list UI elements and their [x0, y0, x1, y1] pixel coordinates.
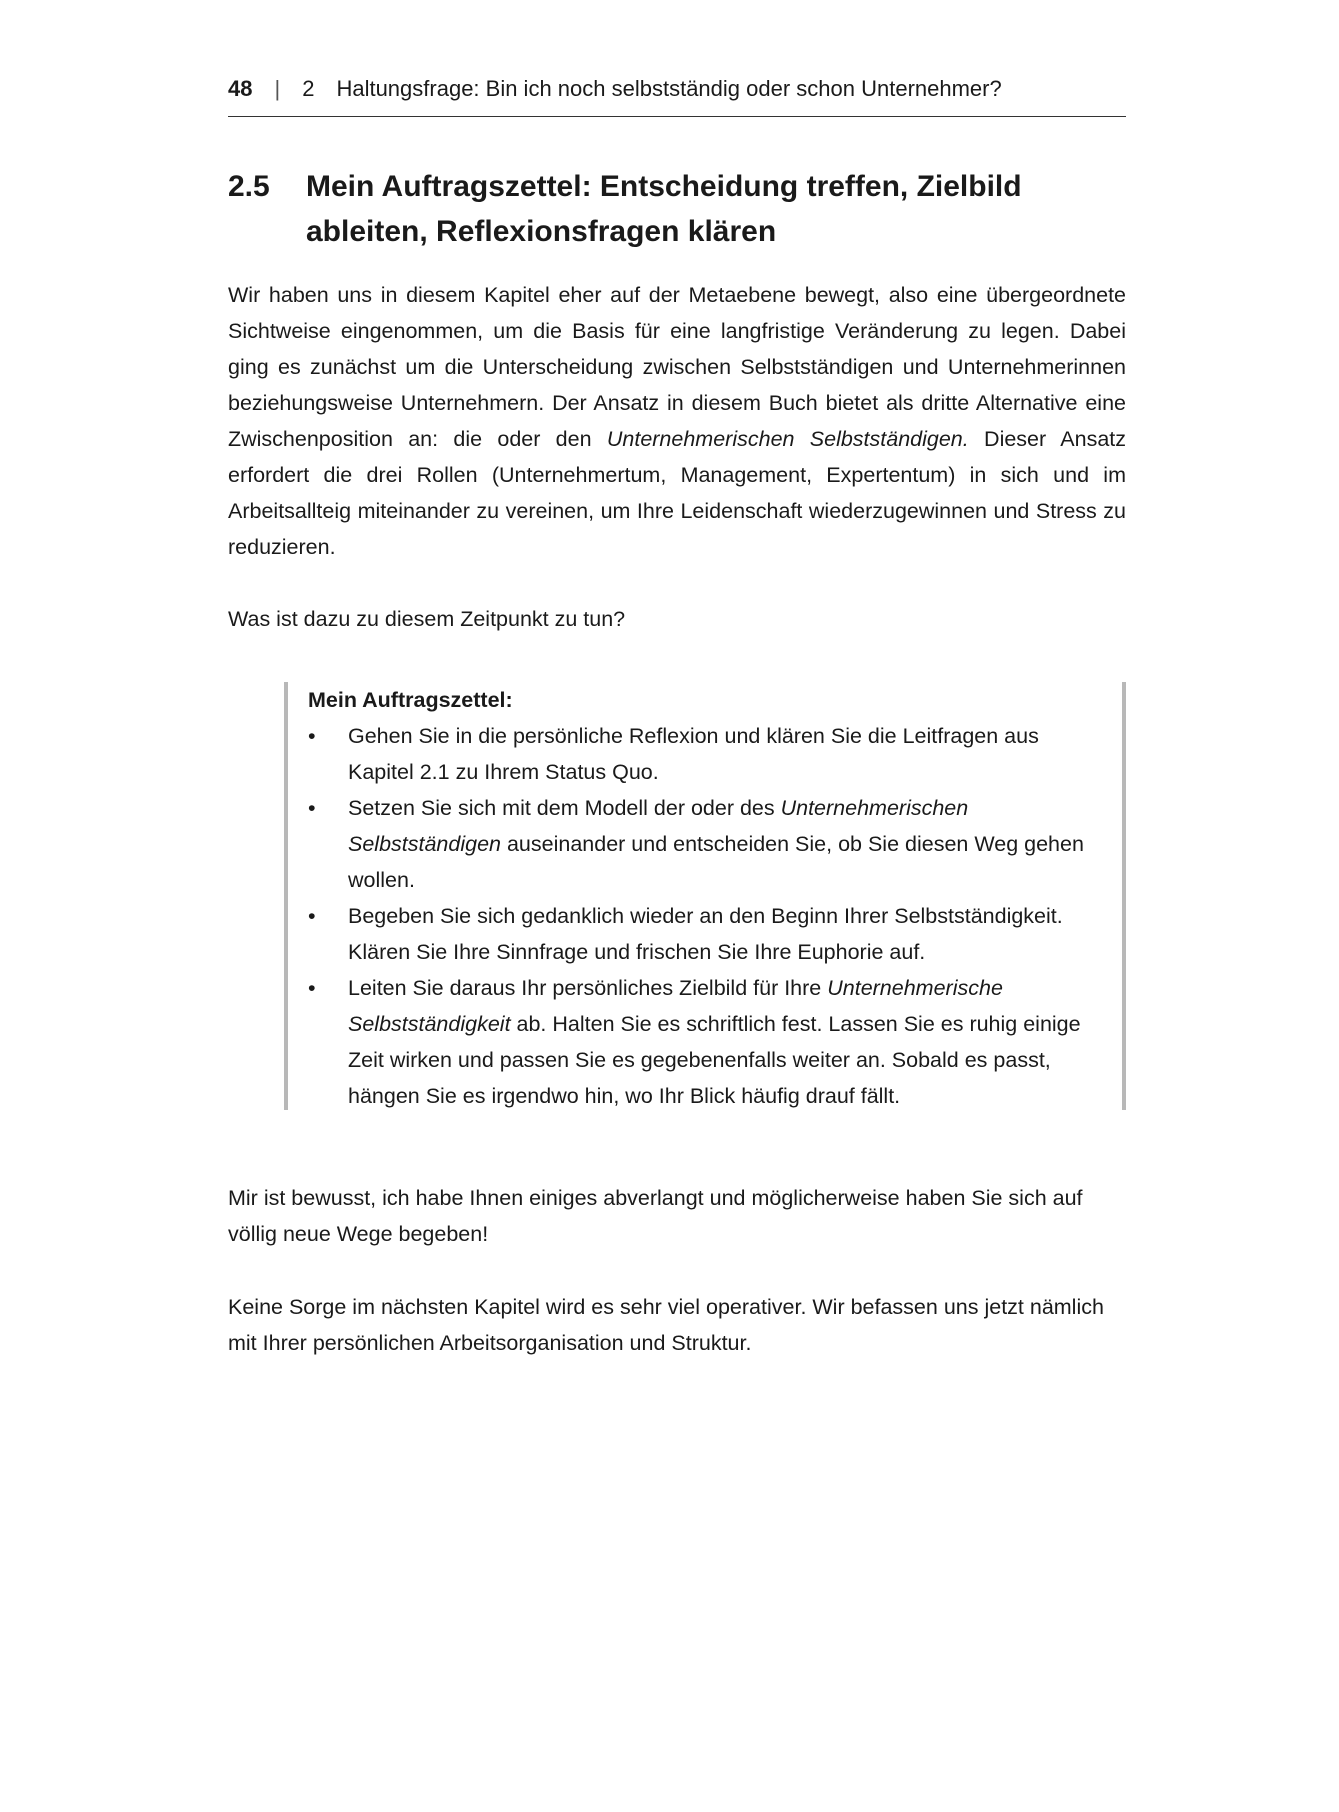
bullet-icon: •: [308, 904, 316, 928]
section-heading: [228, 164, 1126, 254]
bullet-icon: •: [308, 976, 316, 1000]
bullet-icon: •: [308, 796, 316, 820]
section-number: 2.5: [228, 170, 270, 203]
header-divider: |: [274, 76, 281, 101]
chapter-number: 2: [302, 76, 315, 101]
task-item-2: [308, 790, 1110, 898]
closing-paragraph-1: Mir ist bewusst, ich habe Ihnen einiges abverlangt und möglicherweise haben Sie sich auf völlig neue Wege begeben!: [228, 1186, 1083, 1246]
question-line: Was ist dazu zu diesem Zeitpunkt zu tun?: [228, 607, 626, 631]
task-item-text-end: ab. Halten Sie es schriftlich fest. Lassen Sie es ruhig einige Zeit wirken und passen Sie es gegebenenfalls weiter an. Sobald es passt, hängen Sie es irgendwo hin, wo Ihr Blick häufig drauf fällt.: [348, 1012, 1081, 1108]
bullet-icon: •: [308, 724, 316, 748]
task-item-1: [308, 718, 1110, 790]
task-item-text: Setzen Sie sich mit dem Modell der oder des: [348, 796, 781, 820]
closing-paragraph-2: Keine Sorge im nächsten Kapitel wird es sehr viel operativer. Wir befassen uns jetzt nämlich mit Ihrer persönlichen Arbeitsorganisation und Struktur.: [228, 1295, 1104, 1355]
task-item-text: Leiten Sie daraus Ihr persönliches Zielbild für Ihre: [348, 976, 828, 1000]
chapter-title: Haltungsfrage: Bin ich noch selbstständig oder schon Unternehmer?: [336, 76, 1002, 101]
task-item-emphasis: Unternehmerische Selbstständigkeit: [348, 976, 1003, 1036]
task-box: [284, 682, 1126, 1110]
intro-emphasis: Unternehmerischen Selbstständigen.: [606, 427, 969, 451]
section-title: Mein Auftragszettel: Entscheidung treffen, Zielbild ableiten, Reflexionsfragen klären: [306, 170, 1022, 248]
task-item-emphasis: Unternehmerischen Selbstständigen: [348, 796, 969, 856]
task-list: [308, 718, 1110, 1114]
task-item-text: Gehen Sie in die persönliche Reflexion und klären Sie die Leitfragen aus Kapitel 2.1 zu Ihrem Status Quo.: [348, 724, 1039, 784]
task-box-title: Mein Auftragszettel:: [308, 688, 513, 712]
page-number: 48: [228, 76, 253, 101]
intro-paragraph: [228, 277, 1126, 565]
task-item-text: Begeben Sie sich gedanklich wieder an den Beginn Ihrer Selbstständigkeit. Klären Sie Ihre Sinnfrage und frischen Sie Ihre Euphorie auf.: [348, 904, 1063, 964]
task-item-4: [308, 970, 1110, 1114]
task-item-3: [308, 898, 1110, 970]
task-item-text-end: auseinander und entscheiden Sie, ob Sie diesen Weg gehen wollen.: [348, 832, 1084, 892]
running-header: [228, 76, 1126, 117]
intro-text-end: Dieser Ansatz erfordert die drei Rollen (Unternehmertum, Management, Expertentum) in sich und im Arbeitsallteig miteinander zu vereinen, um Ihre Leidenschaft wiederzugewinnen und Stress zu reduzieren.: [228, 427, 1126, 559]
intro-text-start: Wir haben uns in diesem Kapitel eher auf der Metaebene bewegt, also eine übergeordnete Sichtweise eingenommen, um die Basis für eine langfristige Veränderung zu legen. Dabei ging es zunächst um die Unterscheidung zwischen Selbstständigen und Unternehmerinnen beziehungsweise Unternehmern. Der Ansatz in diesem Buch bietet als dritte Alternative eine Zwischenposition an: die oder den: [228, 283, 1126, 451]
